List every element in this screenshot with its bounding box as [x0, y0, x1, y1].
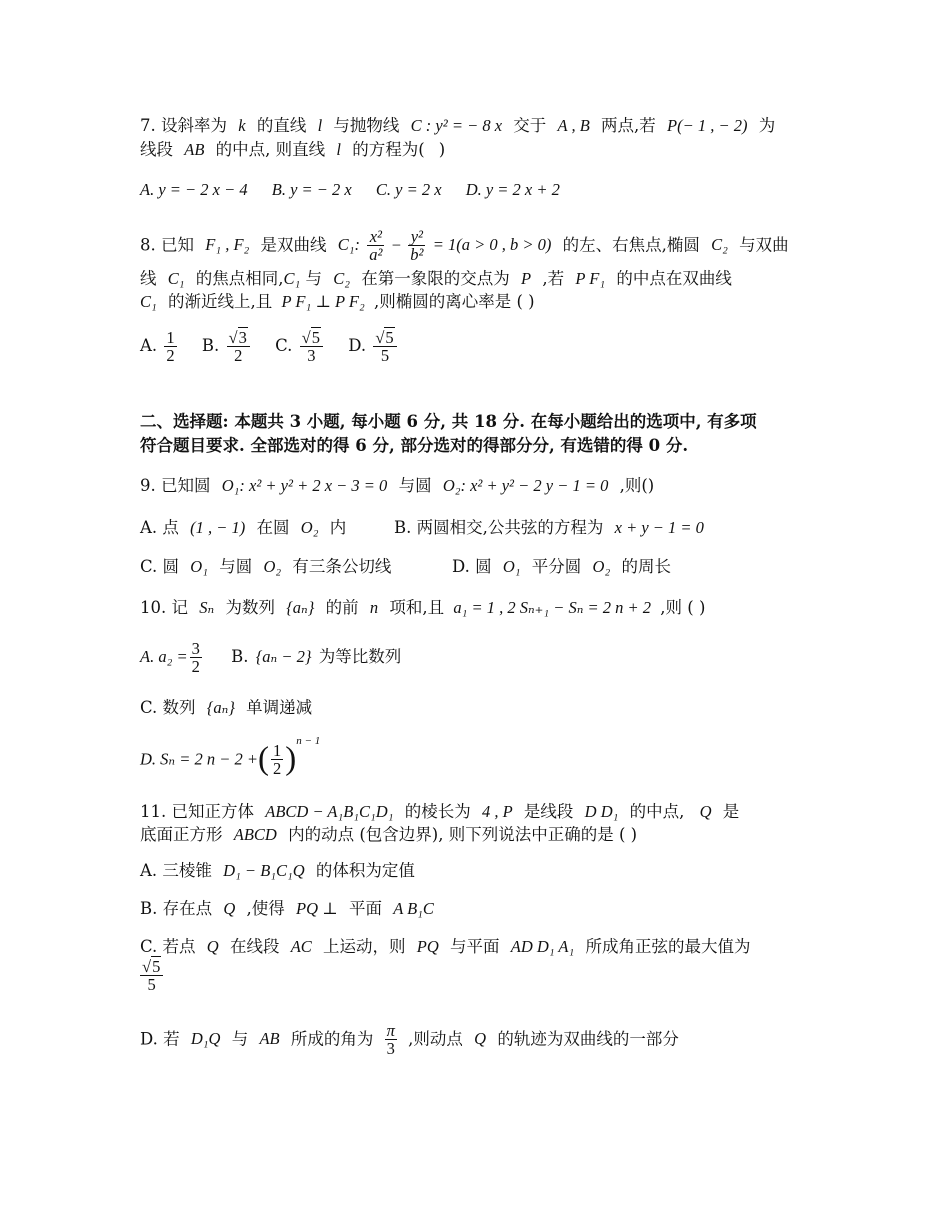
q9-point: (1 , − 1): [190, 518, 246, 537]
q11-option-c[interactable]: [140, 935, 750, 959]
q8-text: 线: [140, 269, 157, 288]
q8-num: 3: [238, 328, 247, 347]
q9-o1: O₁: [502, 557, 521, 576]
q11-text: 平面: [348, 899, 382, 918]
q7-l: l: [336, 140, 342, 159]
q8-x2: x²: [367, 228, 384, 246]
q11-text: 所成角正弦的最大值为: [585, 937, 751, 956]
q11-text: 的中点,: [629, 802, 685, 821]
q9-circle-o1: O₁: x² + y² + 2 x − 3 = 0: [221, 476, 388, 495]
q10-opt-a-text: A. a₂ =: [140, 647, 188, 667]
q8-opt-label: D.: [348, 336, 367, 356]
q11-den: 5: [147, 975, 156, 995]
q11-option-a[interactable]: [140, 859, 415, 883]
q7-text: 的中点, 则直线: [215, 140, 326, 159]
q11-text: 的棱长为: [404, 802, 471, 821]
q8-hyperbola-label: C₁:: [337, 235, 361, 255]
q8-frac-d: [373, 329, 396, 365]
q11-text: 与平面: [450, 937, 500, 956]
q7-text: 7. 设斜率为: [140, 116, 227, 135]
q7-text: 两点,若: [601, 116, 656, 135]
q10-den: 2: [273, 759, 282, 779]
q11-text: 11. 已知正方体: [140, 802, 254, 821]
q9-circle-o2: O₂: x² + y² − 2 y − 1 = 0: [442, 476, 609, 495]
q11-pq: PQ: [416, 937, 439, 956]
q7-segment: AB: [184, 140, 205, 159]
q7-k: k: [238, 116, 246, 135]
q7-line2: [140, 138, 445, 162]
q11-frac-d: [385, 1022, 397, 1058]
q10-seq: {aₙ − 2}: [255, 647, 312, 667]
q7-line1: [140, 114, 775, 138]
sqrt-symbol: √5: [375, 328, 394, 347]
q8-text: 与双曲: [739, 235, 789, 255]
q11-ac: AC: [290, 937, 312, 956]
q8-c2: C₂: [333, 269, 350, 288]
q10-sn: Sₙ: [199, 598, 215, 617]
q10-seq: {aₙ}: [286, 598, 315, 617]
q7-l: l: [317, 116, 323, 135]
q11-plane: AD D₁ A₁: [510, 937, 575, 956]
q9-text: ,则(): [619, 476, 655, 495]
q8-p: P: [521, 269, 532, 288]
q8-text: ,若: [542, 269, 565, 288]
q11-length: 4 , P: [481, 802, 513, 821]
q7-points: A , B: [557, 116, 590, 135]
q9-text: 9. 已知圆: [140, 476, 211, 495]
q11-num: π: [386, 1021, 395, 1040]
q8-text: 的中点在双曲线: [616, 269, 732, 288]
q7-text: 与抛物线: [333, 116, 400, 135]
q8-option-d[interactable]: [348, 328, 398, 366]
q8-frac-x: [367, 228, 384, 264]
q8-perp: P F₁ ⊥ P F₂: [281, 292, 365, 311]
q11-text: C. 若点: [140, 937, 196, 956]
q8-frac-b: [227, 329, 250, 365]
q10-frac-d: [271, 742, 283, 778]
q11-den: 3: [386, 1039, 395, 1059]
q11-text: 是: [722, 802, 740, 821]
q11-text: 的轨迹为双曲线的一部分: [497, 1029, 679, 1049]
sqrt-symbol: √5: [301, 328, 320, 347]
q8-frac-a: [164, 329, 176, 365]
q8-hyperbola-eq: = 1(a > 0 , b > 0): [432, 235, 552, 255]
q8-c1: C₁: [283, 269, 301, 288]
q8-pf1: P F₁: [575, 269, 606, 288]
q9-option-a[interactable]: [140, 518, 346, 537]
q7-text: 线段: [140, 140, 173, 159]
q9-text: D. 圆: [452, 557, 492, 576]
q10-den: 2: [191, 657, 200, 677]
section2-heading-line1: 二、选择题: 本题共 3 小题, 每小题 6 分, 共 18 分. 在每小题给出的选项中, 有多项: [140, 412, 757, 431]
right-paren: ): [285, 741, 297, 777]
q10-num: 3: [191, 639, 200, 658]
q8-option-c[interactable]: [275, 328, 325, 366]
q9-text: 有三条公切线: [292, 557, 392, 576]
q11-q: Q: [474, 1029, 487, 1049]
q8-c1: C₁: [167, 269, 185, 288]
q9-text: 与圆: [398, 476, 432, 495]
q9-o2: O₂: [263, 557, 282, 576]
q9-chord-eq: x + y − 1 = 0: [614, 518, 704, 537]
q10-text: 10. 记: [140, 598, 188, 617]
q7-text: 的直线: [256, 116, 307, 135]
q8-frac-y: [408, 228, 425, 264]
q10-text: 的前: [325, 598, 359, 617]
q11-option-d[interactable]: [140, 1022, 679, 1058]
q11-text: 底面正方形: [140, 825, 223, 844]
q8-y2: y²: [408, 228, 425, 246]
q9-text: 与圆: [219, 557, 253, 576]
q11-pq-perp: PQ ⊥: [296, 899, 338, 918]
q9-o2: O₂: [592, 557, 611, 576]
q9-text: 在圆: [256, 518, 290, 537]
q8-a2: a²: [369, 245, 383, 265]
q8-text: 与: [305, 269, 322, 288]
q10-text: 项和,且: [389, 598, 445, 617]
q8-foci: F₁ , F₂: [205, 235, 250, 255]
q9-option-c[interactable]: [140, 555, 391, 579]
q11-text: D. 若: [140, 1029, 180, 1049]
q11-dd1: D D₁: [584, 802, 619, 821]
q8-text: 的焦点相同,: [195, 269, 284, 288]
q10-option-d[interactable]: [140, 736, 320, 784]
q10-frac-a: [190, 640, 202, 676]
q8-option-b[interactable]: [201, 328, 252, 366]
q11-q: Q: [223, 899, 236, 918]
q8-num: 1: [166, 328, 175, 347]
q7-option-d[interactable]: D. y = 2 x + 2: [465, 180, 560, 199]
q7-midpoint: P(− 1 , − 2): [667, 116, 748, 135]
q7-option-c[interactable]: C. y = 2 x: [375, 180, 442, 199]
q11-q: Q: [206, 937, 219, 956]
q8-options: [140, 329, 399, 365]
q9-text: 内: [329, 518, 347, 537]
q11-text: A. 三棱锥: [140, 861, 212, 880]
q8-den: 2: [234, 346, 243, 366]
q11-option-b[interactable]: [140, 897, 440, 921]
q7-option-a[interactable]: A. y = − 2 x − 4: [140, 180, 248, 199]
q7-text: 交于: [513, 116, 547, 135]
q9-options-row1: [140, 516, 346, 540]
q11-option-c-value: [140, 958, 163, 994]
q9-option-d[interactable]: [452, 555, 671, 579]
q10-exponent: n − 1: [296, 734, 321, 747]
q8-line3: [140, 290, 535, 314]
q11-line2: [140, 823, 637, 847]
q10-text: 为数列: [225, 598, 275, 617]
q11-plane: A B₁C: [393, 899, 434, 918]
q11-frac-c: [140, 958, 163, 994]
q8-text: ,则椭圆的离心率是 ( ): [373, 292, 535, 311]
q10-options-row1: [140, 640, 401, 676]
q7-options: [140, 178, 560, 202]
q11-cube: ABCD − A₁B₁C₁D₁: [265, 802, 394, 821]
q10-text: 单调递减: [246, 698, 313, 717]
q8-text: 8. 已知: [140, 235, 194, 255]
q7-text: 为: [758, 116, 776, 135]
q11-num: 5: [152, 957, 161, 976]
q11-abcd: ABCD: [233, 825, 277, 844]
q10-opt-d-text: D. Sₙ = 2 n − 2 +: [140, 749, 259, 769]
q11-text: ,使得: [246, 899, 285, 918]
q8-opt-label: B.: [201, 336, 220, 356]
q8-b2: b²: [410, 245, 424, 265]
q8-text: 在第一象限的交点为: [361, 269, 510, 288]
q11-ab: AB: [259, 1029, 280, 1049]
q10-text: B.: [231, 647, 249, 667]
q11-line1: [140, 800, 739, 824]
q7-parabola: C : y² = − 8 x: [410, 116, 503, 135]
q8-line1: [140, 228, 789, 264]
q8-c1: C₁: [140, 292, 157, 311]
q8-den: 5: [380, 346, 390, 366]
q10-option-b[interactable]: [231, 647, 401, 666]
q7-text: 的方程为(: [352, 140, 425, 159]
q8-opt-label: C.: [275, 336, 293, 356]
q10-seq: {aₙ}: [206, 698, 235, 717]
q9-text: C. 圆: [140, 557, 180, 576]
q8-text: 的左、右焦点,椭圆: [562, 235, 700, 255]
q10-condition: a₁ = 1 , 2 Sₙ₊₁ − Sₙ = 2 n + 2: [453, 598, 652, 617]
q8-option-a[interactable]: [140, 328, 179, 366]
sqrt-symbol: √5: [142, 957, 161, 976]
q8-num: 5: [385, 328, 394, 347]
q11-text: 在线段: [229, 937, 280, 956]
q8-minus: −: [391, 235, 402, 255]
q9-text: 平分圆: [531, 557, 582, 576]
q8-opt-label: A.: [140, 336, 158, 356]
q8-num: 5: [311, 328, 320, 347]
q8-text: 是双曲线: [260, 235, 327, 255]
q11-q: Q: [699, 802, 712, 821]
q9-o1: O₁: [190, 557, 208, 576]
q10-n: n: [369, 598, 379, 617]
q11-text: 的体积为定值: [315, 861, 415, 880]
sqrt-symbol: √3: [228, 328, 247, 347]
q8-ellipse: C₂: [711, 235, 728, 255]
q8-text: 的渐近线上,且: [168, 292, 273, 311]
q7-option-b[interactable]: B. y = − 2 x: [271, 180, 352, 199]
q11-text: 所成的角为: [290, 1029, 374, 1049]
q8-den: 3: [307, 346, 316, 366]
q10-text: C. 数列: [140, 698, 196, 717]
q10-option-c[interactable]: [140, 696, 312, 720]
q10-text: ,则 ( ): [660, 598, 706, 617]
q11-text: 上运动，则: [323, 937, 406, 956]
q8-line2: [140, 267, 732, 291]
q11-text: 是线段: [523, 802, 574, 821]
q9-text: B. 两圆相交,公共弦的方程为: [394, 518, 604, 537]
q9-line1: [140, 474, 654, 498]
q10-line1: [140, 596, 705, 620]
q8-den: 2: [166, 346, 175, 366]
section2-heading-line2: 符合题目要求. 全部选对的得 6 分, 部分选对的得部分分, 有选错的得 0 分.: [140, 436, 689, 455]
q9-text: 的周长: [621, 557, 671, 576]
q8-frac-c: [300, 329, 323, 365]
q10-option-a[interactable]: [140, 639, 209, 677]
q11-tetra: D₁ − B₁C₁Q: [223, 861, 305, 880]
q11-text: ,则动点: [408, 1029, 463, 1049]
left-paren: (: [258, 741, 270, 777]
q9-option-b[interactable]: [394, 516, 710, 540]
q7-text: ): [438, 140, 446, 159]
q11-text: 与: [231, 1029, 249, 1049]
q11-text: B. 存在点: [140, 899, 213, 918]
q9-text: A. 点: [140, 518, 179, 537]
q11-d1q: D₁Q: [190, 1029, 221, 1049]
q9-o2: O₂: [300, 518, 319, 537]
q11-text: 内的动点 (包含边界), 则下列说法中正确的是 ( ): [288, 825, 638, 844]
q10-num: 1: [273, 741, 282, 761]
q10-text: 为等比数列: [318, 647, 402, 667]
